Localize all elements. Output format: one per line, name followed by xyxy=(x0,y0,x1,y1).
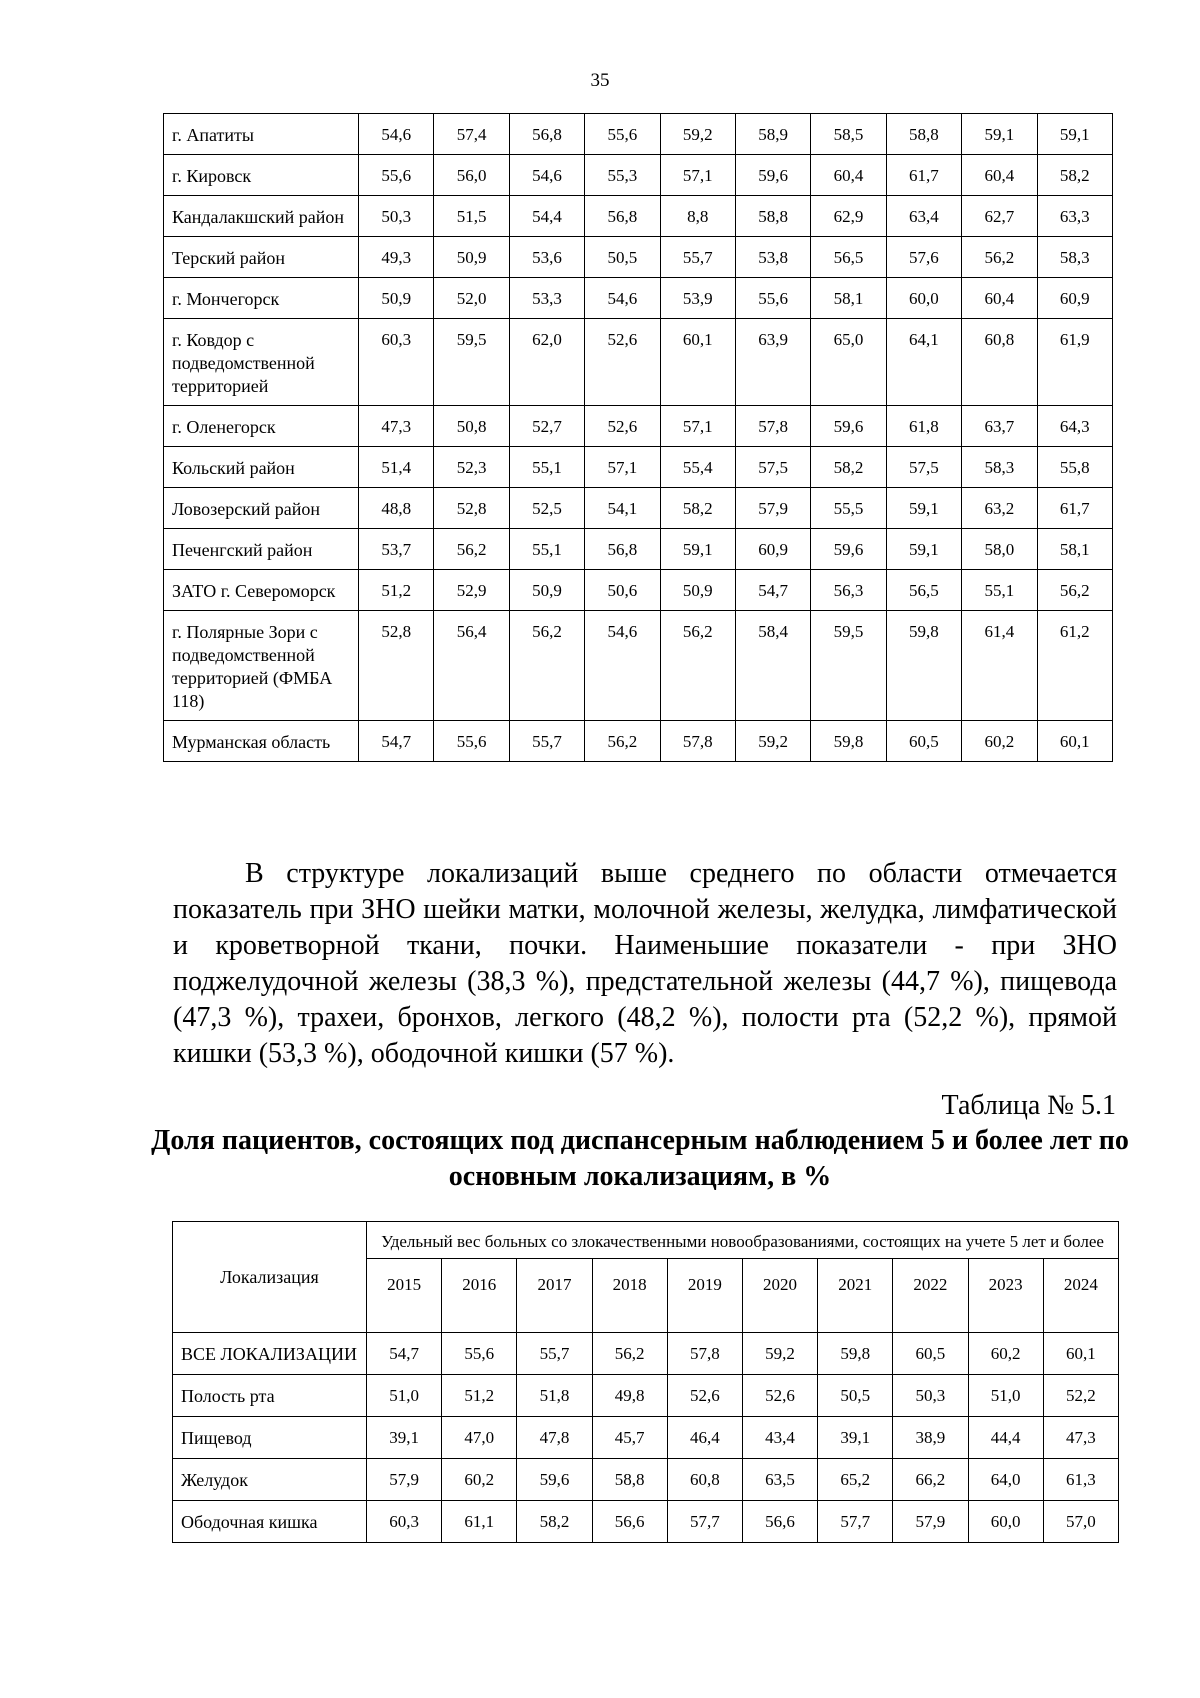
table-cell: 57,4 xyxy=(434,114,509,155)
row-label: Кольский район xyxy=(164,447,359,488)
table-row xyxy=(164,570,1113,611)
table-cell: 58,3 xyxy=(962,447,1037,488)
table-cell: 57,6 xyxy=(886,237,961,278)
table-title: Доля пациентов, состоящих под диспансерным наблюдением 5 и более лет по основным локализациям, в % xyxy=(151,1125,1129,1192)
table-cell: 64,0 xyxy=(968,1459,1043,1501)
table-cell: 48,8 xyxy=(359,488,434,529)
table-cell: 60,0 xyxy=(968,1501,1043,1543)
table-cell: 60,8 xyxy=(667,1459,742,1501)
table-cell: 54,4 xyxy=(509,196,584,237)
row-label: г. Ковдор с подведомственной территорией xyxy=(164,319,359,406)
row-label: Желудок xyxy=(173,1459,367,1501)
year-header: 2021 xyxy=(818,1259,893,1333)
table-cell: 58,3 xyxy=(1037,237,1112,278)
table-cell: 63,3 xyxy=(1037,196,1112,237)
table-cell: 60,8 xyxy=(962,319,1037,406)
table-cell: 51,8 xyxy=(517,1375,592,1417)
table-cell: 56,2 xyxy=(434,529,509,570)
table-cell: 56,2 xyxy=(660,611,735,721)
row-label: Ловозерский район xyxy=(164,488,359,529)
row-label: ВСЕ ЛОКАЛИЗАЦИИ xyxy=(173,1333,367,1375)
table-cell: 55,1 xyxy=(962,570,1037,611)
table-cell: 47,3 xyxy=(1043,1417,1118,1459)
table-cell: 65,0 xyxy=(811,319,886,406)
row-label: ЗАТО г. Североморск xyxy=(164,570,359,611)
table-cell: 56,6 xyxy=(592,1501,667,1543)
table-cell: 52,6 xyxy=(585,406,660,447)
row-label: Ободочная кишка xyxy=(173,1501,367,1543)
table-cell: 55,6 xyxy=(442,1333,517,1375)
row-label: Кандалакшский район xyxy=(164,196,359,237)
table-cell: 58,0 xyxy=(962,529,1037,570)
table-row xyxy=(173,1375,1119,1417)
table-cell: 63,5 xyxy=(742,1459,817,1501)
table-cell: 52,2 xyxy=(1043,1375,1118,1417)
table-cell: 55,6 xyxy=(434,721,509,762)
table-cell: 60,1 xyxy=(1037,721,1112,762)
table-cell: 57,1 xyxy=(660,155,735,196)
year-header: 2022 xyxy=(893,1259,968,1333)
table-cell: 39,1 xyxy=(818,1417,893,1459)
table-cell: 43,4 xyxy=(742,1417,817,1459)
table-cell: 58,8 xyxy=(735,196,810,237)
row-label: Пищевод xyxy=(173,1417,367,1459)
table-cell: 60,1 xyxy=(660,319,735,406)
table-cell: 59,5 xyxy=(811,611,886,721)
table-row xyxy=(164,406,1113,447)
table-cell: 56,6 xyxy=(742,1501,817,1543)
table-cell: 61,4 xyxy=(962,611,1037,721)
table-cell: 55,4 xyxy=(660,447,735,488)
table-cell: 59,6 xyxy=(811,406,886,447)
table-cell: 58,2 xyxy=(517,1501,592,1543)
table-cell: 46,4 xyxy=(667,1417,742,1459)
table-cell: 51,4 xyxy=(359,447,434,488)
table-cell: 56,4 xyxy=(434,611,509,721)
table-cell: 53,7 xyxy=(359,529,434,570)
table-cell: 51,2 xyxy=(359,570,434,611)
table-cell: 60,0 xyxy=(886,278,961,319)
table-cell: 55,8 xyxy=(1037,447,1112,488)
table-cell: 53,9 xyxy=(660,278,735,319)
table-cell: 58,1 xyxy=(1037,529,1112,570)
table-cell: 50,8 xyxy=(434,406,509,447)
body-paragraph: В структуре локализаций выше среднего по области отмечается показатель при ЗНО шейки матки, молочной железы, желудка, лимфатической и кроветворной ткани, почки. Наименьшие показатели - при ЗНО поджелудочной железы (38,3 %), предстательной железы (44,7 %), пищевода (47,3 %), трахеи, бронхов, легкого (48,2 %), полости рта (52,2 %), прямой кишки (53,3 %), ободочной кишки (57 %). xyxy=(173,858,1117,1069)
table-cell: 52,8 xyxy=(434,488,509,529)
table-row xyxy=(173,1417,1119,1459)
table-cell: 39,1 xyxy=(367,1417,442,1459)
table-cell: 60,3 xyxy=(359,319,434,406)
table-cell: 8,8 xyxy=(660,196,735,237)
localization-table xyxy=(172,1221,1119,1543)
table-cell: 59,6 xyxy=(517,1459,592,1501)
table-cell: 53,6 xyxy=(509,237,584,278)
table-cell: 52,3 xyxy=(434,447,509,488)
page-number: 35 xyxy=(590,70,610,91)
table-row xyxy=(164,529,1113,570)
row-label: Терский район xyxy=(164,237,359,278)
table-cell: 60,4 xyxy=(962,278,1037,319)
table-cell: 59,2 xyxy=(660,114,735,155)
table-cell: 49,3 xyxy=(359,237,434,278)
table-cell: 57,9 xyxy=(893,1501,968,1543)
table-cell: 63,7 xyxy=(962,406,1037,447)
table-cell: 55,7 xyxy=(517,1333,592,1375)
table-cell: 55,3 xyxy=(585,155,660,196)
table-cell: 56,2 xyxy=(962,237,1037,278)
row-label: г. Полярные Зори с подведомственной территорией (ФМБА 118) xyxy=(164,611,359,721)
table-cell: 59,2 xyxy=(735,721,810,762)
table-cell: 54,6 xyxy=(585,611,660,721)
table-cell: 57,1 xyxy=(660,406,735,447)
table-cell: 57,0 xyxy=(1043,1501,1118,1543)
table-cell: 59,1 xyxy=(886,488,961,529)
table-cell: 52,8 xyxy=(359,611,434,721)
year-header: 2023 xyxy=(968,1259,1043,1333)
table-cell: 59,6 xyxy=(735,155,810,196)
table-cell: 52,9 xyxy=(434,570,509,611)
table-cell: 60,9 xyxy=(1037,278,1112,319)
table-cell: 58,8 xyxy=(592,1459,667,1501)
table-cell: 60,2 xyxy=(968,1333,1043,1375)
table-cell: 60,9 xyxy=(735,529,810,570)
table-cell: 57,9 xyxy=(367,1459,442,1501)
table-row xyxy=(164,319,1113,406)
table-cell: 60,4 xyxy=(811,155,886,196)
table-row xyxy=(164,196,1113,237)
table-header-row xyxy=(173,1222,1119,1259)
table-cell: 61,8 xyxy=(886,406,961,447)
table-cell: 60,1 xyxy=(1043,1333,1118,1375)
table-cell: 54,6 xyxy=(359,114,434,155)
column-group-header: Удельный вес больных со злокачественными новообразованиями, состоящих на учете 5 лет и более xyxy=(367,1222,1119,1259)
table-cell: 59,6 xyxy=(811,529,886,570)
table-cell: 55,5 xyxy=(811,488,886,529)
table-cell: 50,3 xyxy=(893,1375,968,1417)
table-row xyxy=(164,155,1113,196)
table-cell: 54,7 xyxy=(359,721,434,762)
table-cell: 56,2 xyxy=(592,1333,667,1375)
table-cell: 45,7 xyxy=(592,1417,667,1459)
table-cell: 51,0 xyxy=(968,1375,1043,1417)
table-cell: 59,5 xyxy=(434,319,509,406)
table-cell: 57,1 xyxy=(585,447,660,488)
table-cell: 50,9 xyxy=(509,570,584,611)
table-cell: 55,1 xyxy=(509,529,584,570)
table-cell: 58,2 xyxy=(660,488,735,529)
table-cell: 54,7 xyxy=(735,570,810,611)
table-row xyxy=(173,1501,1119,1543)
row-label: г. Кировск xyxy=(164,155,359,196)
table-cell: 56,3 xyxy=(811,570,886,611)
table-cell: 50,9 xyxy=(359,278,434,319)
table-cell: 56,2 xyxy=(585,721,660,762)
district-table xyxy=(163,113,1113,762)
row-label: Печенгский район xyxy=(164,529,359,570)
table-cell: 50,3 xyxy=(359,196,434,237)
table-cell: 50,9 xyxy=(660,570,735,611)
table-cell: 59,2 xyxy=(742,1333,817,1375)
table-cell: 56,2 xyxy=(509,611,584,721)
table-cell: 61,9 xyxy=(1037,319,1112,406)
table-cell: 55,6 xyxy=(359,155,434,196)
year-header: 2019 xyxy=(667,1259,742,1333)
table-cell: 52,6 xyxy=(585,319,660,406)
table-cell: 61,2 xyxy=(1037,611,1112,721)
table-cell: 62,7 xyxy=(962,196,1037,237)
table-cell: 59,1 xyxy=(660,529,735,570)
year-header: 2015 xyxy=(367,1259,442,1333)
table-cell: 55,7 xyxy=(660,237,735,278)
table-cell: 60,4 xyxy=(962,155,1037,196)
table-cell: 50,5 xyxy=(585,237,660,278)
table-cell: 55,7 xyxy=(509,721,584,762)
table-number: Таблица № 5.1 xyxy=(941,1090,1116,1121)
table-cell: 58,9 xyxy=(735,114,810,155)
table-cell: 61,1 xyxy=(442,1501,517,1543)
table-cell: 59,1 xyxy=(886,529,961,570)
table-cell: 44,4 xyxy=(968,1417,1043,1459)
table-cell: 59,8 xyxy=(818,1333,893,1375)
table-cell: 58,5 xyxy=(811,114,886,155)
table-cell: 61,3 xyxy=(1043,1459,1118,1501)
table-cell: 47,3 xyxy=(359,406,434,447)
table-row xyxy=(173,1333,1119,1375)
table-cell: 56,8 xyxy=(509,114,584,155)
table-cell: 56,5 xyxy=(811,237,886,278)
row-label: Мурманская область xyxy=(164,721,359,762)
table-cell: 60,2 xyxy=(442,1459,517,1501)
row-label: г. Апатиты xyxy=(164,114,359,155)
table-row xyxy=(164,611,1113,721)
table-cell: 47,0 xyxy=(442,1417,517,1459)
table-cell: 50,5 xyxy=(818,1375,893,1417)
table-cell: 54,6 xyxy=(585,278,660,319)
table-cell: 56,8 xyxy=(585,196,660,237)
table-cell: 49,8 xyxy=(592,1375,667,1417)
table-cell: 51,5 xyxy=(434,196,509,237)
table-cell: 60,3 xyxy=(367,1501,442,1543)
table-cell: 59,1 xyxy=(1037,114,1112,155)
table-cell: 47,8 xyxy=(517,1417,592,1459)
table-cell: 59,8 xyxy=(886,611,961,721)
table-cell: 55,6 xyxy=(735,278,810,319)
table-cell: 51,2 xyxy=(442,1375,517,1417)
table-cell: 52,5 xyxy=(509,488,584,529)
table-cell: 52,6 xyxy=(667,1375,742,1417)
table-cell: 63,2 xyxy=(962,488,1037,529)
table-cell: 56,8 xyxy=(585,529,660,570)
table-cell: 58,2 xyxy=(1037,155,1112,196)
table-cell: 62,9 xyxy=(811,196,886,237)
column-header-localization: Локализация xyxy=(173,1222,367,1333)
table-cell: 55,6 xyxy=(585,114,660,155)
row-label: г. Оленегорск xyxy=(164,406,359,447)
table-cell: 58,8 xyxy=(886,114,961,155)
table-cell: 53,8 xyxy=(735,237,810,278)
year-header: 2024 xyxy=(1043,1259,1118,1333)
table-cell: 56,2 xyxy=(1037,570,1112,611)
table-cell: 57,7 xyxy=(667,1501,742,1543)
table-cell: 65,2 xyxy=(818,1459,893,1501)
table-cell: 61,7 xyxy=(1037,488,1112,529)
table-cell: 58,1 xyxy=(811,278,886,319)
table-cell: 57,7 xyxy=(818,1501,893,1543)
table-cell: 57,8 xyxy=(660,721,735,762)
table-cell: 57,8 xyxy=(735,406,810,447)
table-cell: 54,6 xyxy=(509,155,584,196)
year-header: 2020 xyxy=(742,1259,817,1333)
table-cell: 57,5 xyxy=(735,447,810,488)
table-row xyxy=(164,237,1113,278)
table-cell: 61,7 xyxy=(886,155,961,196)
table-cell: 57,8 xyxy=(667,1333,742,1375)
table-cell: 58,2 xyxy=(811,447,886,488)
table-row xyxy=(164,278,1113,319)
table-cell: 51,0 xyxy=(367,1375,442,1417)
table-cell: 55,1 xyxy=(509,447,584,488)
table-cell: 50,9 xyxy=(434,237,509,278)
table-cell: 57,9 xyxy=(735,488,810,529)
year-header: 2018 xyxy=(592,1259,667,1333)
table-cell: 60,5 xyxy=(893,1333,968,1375)
table-cell: 63,4 xyxy=(886,196,961,237)
table-row xyxy=(164,114,1113,155)
table-cell: 59,1 xyxy=(962,114,1037,155)
year-header: 2017 xyxy=(517,1259,592,1333)
table-cell: 38,9 xyxy=(893,1417,968,1459)
table-cell: 53,3 xyxy=(509,278,584,319)
table-cell: 60,5 xyxy=(886,721,961,762)
table-row xyxy=(173,1459,1119,1501)
table-row xyxy=(164,488,1113,529)
table-cell: 56,5 xyxy=(886,570,961,611)
year-header: 2016 xyxy=(442,1259,517,1333)
row-label: Полость рта xyxy=(173,1375,367,1417)
table-cell: 64,3 xyxy=(1037,406,1112,447)
table-cell: 52,0 xyxy=(434,278,509,319)
table-cell: 66,2 xyxy=(893,1459,968,1501)
table-cell: 62,0 xyxy=(509,319,584,406)
table-cell: 59,8 xyxy=(811,721,886,762)
row-label: г. Мончегорск xyxy=(164,278,359,319)
table-row xyxy=(164,447,1113,488)
table-cell: 52,7 xyxy=(509,406,584,447)
table-cell: 58,4 xyxy=(735,611,810,721)
table-cell: 50,6 xyxy=(585,570,660,611)
table-cell: 64,1 xyxy=(886,319,961,406)
table-cell: 60,2 xyxy=(962,721,1037,762)
table-cell: 54,1 xyxy=(585,488,660,529)
table-cell: 57,5 xyxy=(886,447,961,488)
table-cell: 56,0 xyxy=(434,155,509,196)
table-row xyxy=(164,721,1113,762)
table-cell: 54,7 xyxy=(367,1333,442,1375)
table-cell: 52,6 xyxy=(742,1375,817,1417)
table-cell: 63,9 xyxy=(735,319,810,406)
